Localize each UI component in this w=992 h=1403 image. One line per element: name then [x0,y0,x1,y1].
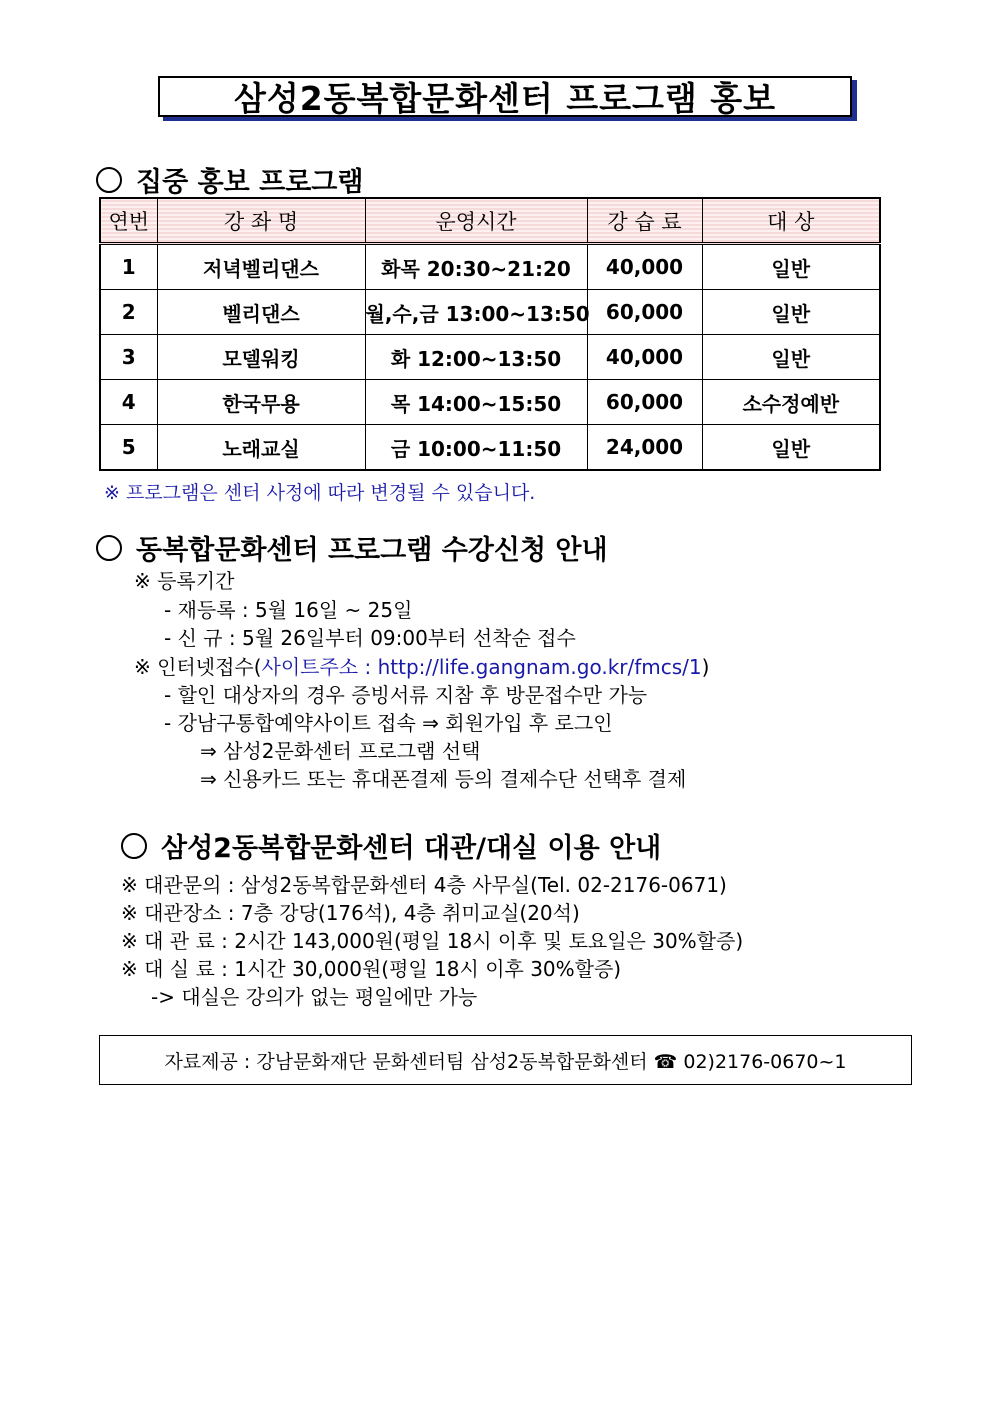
room-fee-line: ※ 대 실 료 : 1시간 30,000원(평일 18시 이후 30%할증) [121,957,622,981]
cell-target: 일반 [702,290,880,335]
circle-bullet-icon [96,535,122,561]
col-header-fee: 강 습 료 [587,198,702,244]
source-footer: 자료제공 : 강남문화재단 문화센터팀 삼성2동복합문화센터 ☎ 02)2176-0670~1 [99,1035,912,1085]
rental-fee-line: ※ 대 관 료 : 2시간 143,000원(평일 18시 이후 및 토요일은 30%할증) [121,929,744,953]
col-header-no: 연번 [100,198,157,244]
section1-heading [96,160,363,199]
circle-bullet-icon [96,167,122,193]
cell-course: 노래교실 [157,425,365,471]
cell-time: 화목 20:30~21:20 [365,244,587,290]
table-header-row [100,198,880,244]
cell-no: 2 [100,290,157,335]
rental-place-line: ※ 대관장소 : 7층 강당(176석), 4층 취미교실(20석) [121,901,580,925]
internet-registration-label: ※ 인터넷접수( [134,655,262,679]
cell-fee: 60,000 [587,290,702,335]
table-row [100,380,880,425]
cell-time: 금 10:00~11:50 [365,425,587,471]
cell-course: 벨리댄스 [157,290,365,335]
col-header-time: 운영시간 [365,198,587,244]
cell-fee: 60,000 [587,380,702,425]
registration-period-label: ※ 등록기간 [134,569,235,593]
program-change-note: ※ 프로그램은 센터 사정에 따라 변경될 수 있습니다. [104,482,536,504]
section2-title: 동복합문화센터 프로그램 수강신청 안내 [136,535,608,566]
internet-registration-line [134,651,709,680]
program-table [99,197,881,471]
cell-no: 3 [100,335,157,380]
program-select-line: ⇒ 삼성2문화센터 프로그램 선택 [200,739,481,763]
section3-heading [121,826,661,865]
section2-heading [96,528,608,567]
cell-fee: 40,000 [587,244,702,290]
section3-title: 삼성2동복합문화센터 대관/대실 이용 안내 [161,833,662,864]
cell-no: 4 [100,380,157,425]
cell-fee: 24,000 [587,425,702,471]
table-row [100,335,880,380]
room-note-line: -> 대실은 강의가 없는 평일에만 가능 [151,985,478,1009]
col-header-target: 대 상 [702,198,880,244]
cell-course: 저녁벨리댄스 [157,244,365,290]
new-registration-line: - 신 규 : 5월 26일부터 09:00부터 선착순 접수 [164,626,576,650]
site-access-line: - 강남구통합예약사이트 접속 ⇒ 회원가입 후 로그인 [164,711,613,735]
table-row [100,290,880,335]
cell-target: 일반 [702,425,880,471]
page-title: 삼성2동복합문화센터 프로그램 홍보 [158,76,852,117]
cell-no: 5 [100,425,157,471]
cell-time: 목 14:00~15:50 [365,380,587,425]
cell-no: 1 [100,244,157,290]
table-row [100,425,880,471]
cell-target: 일반 [702,244,880,290]
site-address-link[interactable]: 사이트주소 : http://life.gangnam.go.kr/fmcs/1 [261,655,702,679]
re-registration-line: - 재등록 : 5월 16일 ~ 25일 [164,598,413,622]
cell-target: 일반 [702,335,880,380]
table-row [100,244,880,290]
discount-note-line: - 할인 대상자의 경우 증빙서류 지참 후 방문접수만 가능 [164,683,648,707]
rental-inquiry-line: ※ 대관문의 : 삼성2동복합문화센터 4층 사무실(Tel. 02-2176-0671) [121,873,727,897]
cell-course: 한국무용 [157,380,365,425]
cell-time: 월,수,금 13:00~13:50 [365,290,587,335]
circle-bullet-icon [121,833,147,859]
section1-title: 집중 홍보 프로그램 [136,167,364,198]
cell-target: 소수정예반 [702,380,880,425]
cell-time: 화 12:00~13:50 [365,335,587,380]
col-header-course: 강 좌 명 [157,198,365,244]
cell-course: 모델워킹 [157,335,365,380]
cell-fee: 40,000 [587,335,702,380]
payment-line: ⇒ 신용카드 또는 휴대폰결제 등의 결제수단 선택후 결제 [200,767,687,791]
closing-paren: ) [701,655,710,679]
